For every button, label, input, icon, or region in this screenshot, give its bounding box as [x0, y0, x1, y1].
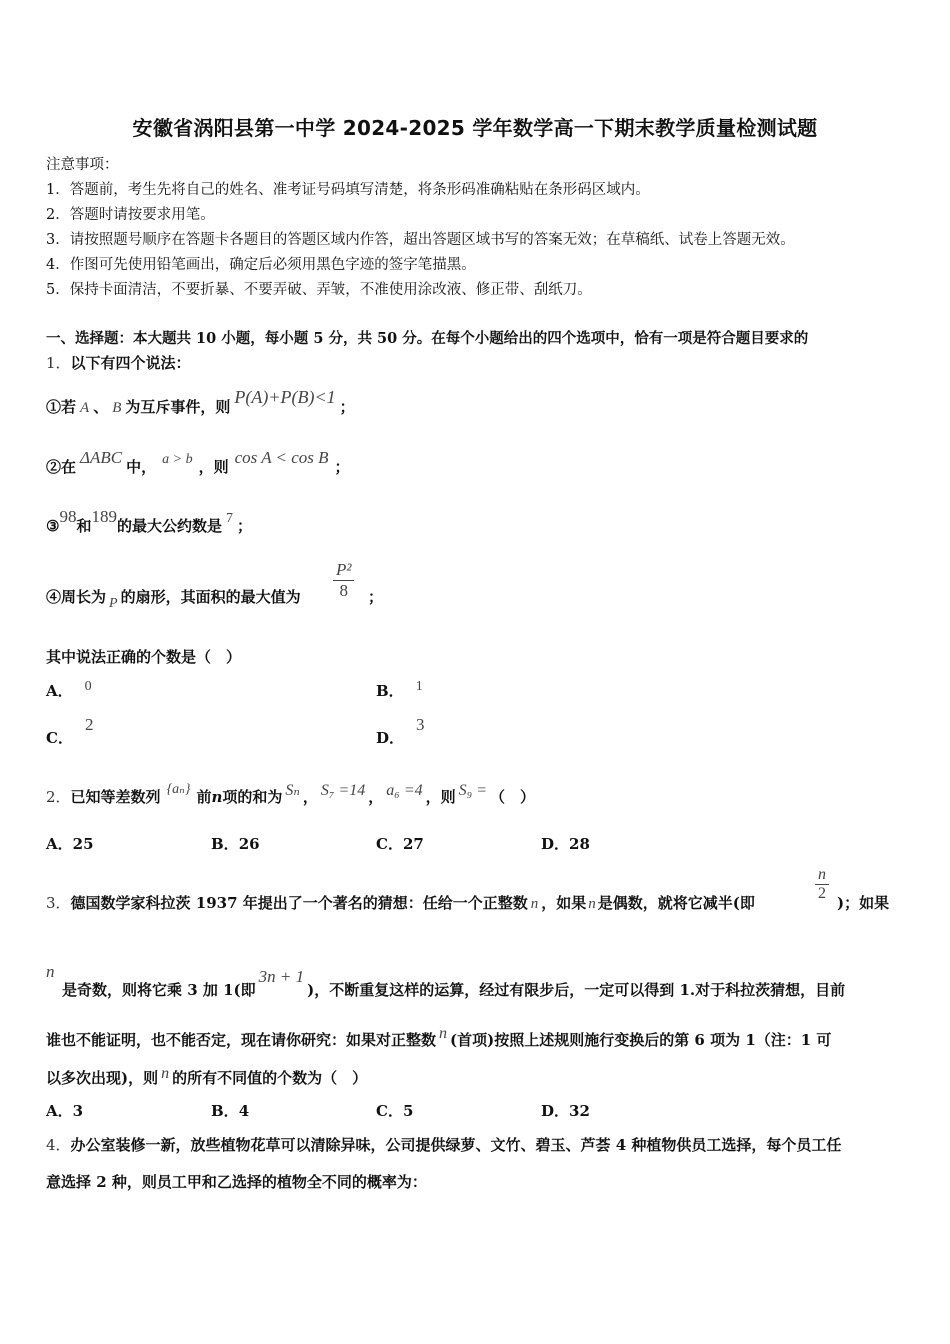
q1-statement-4: ④周长为 P 的扇形，其面积的最大值为: [46, 588, 301, 611]
q1-s4-end: ；: [368, 588, 384, 606]
question-3-line-1: 3．德国数学家科拉茨 1937 年提出了一个著名的猜想：任给一个正整数 n ，如果 n 是偶数，就将它减半(即: [46, 894, 755, 912]
q1-option-b: B． 1: [376, 679, 423, 700]
q3-option-b: B．4: [211, 1102, 250, 1120]
question-3-line-4: 以多次出现)，则 n 的所有不同值的个数为（ ）: [46, 1065, 368, 1087]
q1-option-d: D．3: [376, 715, 425, 747]
q2-option-b: B．26: [211, 835, 260, 853]
q1-statement-3: ③98和189的最大公约数是 7 ；: [46, 507, 252, 535]
notice-item-2: 2．答题时请按要求用笔。: [46, 207, 215, 223]
question-3-line-2: 是奇数，则将它乘 3 加 1(即3n + 1)，不断重复这样的运算，经过有限步后，一定可以得到 1.对于科拉茨猜想，目前: [62, 967, 846, 999]
q1-option-c: C．2: [46, 715, 94, 747]
notice-item-1: 1．答题前，考生先将自己的姓名、准考证号码填写清楚，将条形码准确粘贴在条形码区域内。: [46, 182, 650, 198]
q2-option-a: A．25: [46, 835, 94, 853]
question-4-line-2: 意选择 2 种，则员工甲和乙选择的植物全不同的概率为：: [46, 1173, 427, 1191]
q3-option-d: D．32: [541, 1102, 590, 1120]
notice-item-5: 5．保持卡面清洁，不要折暴、不要弄破、弄皱，不准使用涂改液、修正带、刮纸刀。: [46, 282, 592, 298]
question-1-stem: 1．以下有四个说法：: [46, 354, 191, 372]
q1-ask: 其中说法正确的个数是（ ）: [46, 648, 242, 666]
question-2-stem: 2．已知等差数列 {aₙ} 前n项的和为 Sₙ ， S₇ =14 ， a₆ =4 ，则 S₉ = （ ）: [46, 782, 535, 806]
q1-statement-1: ①若 A 、 B 为互斥事件，则 P(A)+P(B)<1 ；: [46, 387, 355, 416]
notice-item-3: 3．请按照题号顺序在答题卡各题目的答题区域内作答，超出答题区域书写的答案无效；在草稿纸、试卷上答题无效。: [46, 232, 795, 248]
q3-line-1-end: )；如果: [837, 894, 890, 912]
question-3-line-3: 谁也不能证明，也不能否定，现在请你研究：如果对正整数 n (首项)按照上述规则施行变换后的第 6 项为 1（注：1 可: [46, 1025, 832, 1049]
page-title: 安徽省涡阳县第一中学 2024-2025 学年数学高一下期末教学质量检测试题: [132, 116, 818, 140]
q3-option-c: C．5: [376, 1102, 414, 1120]
q1-option-a: A． 0: [46, 679, 92, 700]
q3-option-a: A．3: [46, 1102, 84, 1120]
q3-n-line-2: n: [46, 962, 55, 981]
q1-s4-fraction: $\frac{\text{P²}}{8}$: [333, 560, 354, 601]
question-4-line-1: 4．办公室装修一新，放些植物花草可以清除异味，公司提供绿萝、文竹、碧玉、芦荟 4 种植物供员工选择，每个员工任: [46, 1136, 842, 1154]
q3-fraction: $\frac{n}{2}$: [815, 866, 829, 903]
notice-item-4: 4．作图可先使用铅笔画出，确定后必须用黑色字迹的签字笔描黑。: [46, 257, 476, 273]
q1-statement-2: ②在 ΔABC 中， a > b ，则 cos A < cos B ；: [46, 448, 350, 476]
q2-option-d: D．28: [541, 835, 590, 853]
notice-heading: 注意事项：: [46, 157, 119, 173]
q2-option-c: C．27: [376, 835, 424, 853]
section-heading: 一、选择题：本大题共 10 小题，每小题 5 分，共 50 分。在每个小题给出的四个选项中，恰有一项是符合题目要求的: [46, 330, 809, 347]
